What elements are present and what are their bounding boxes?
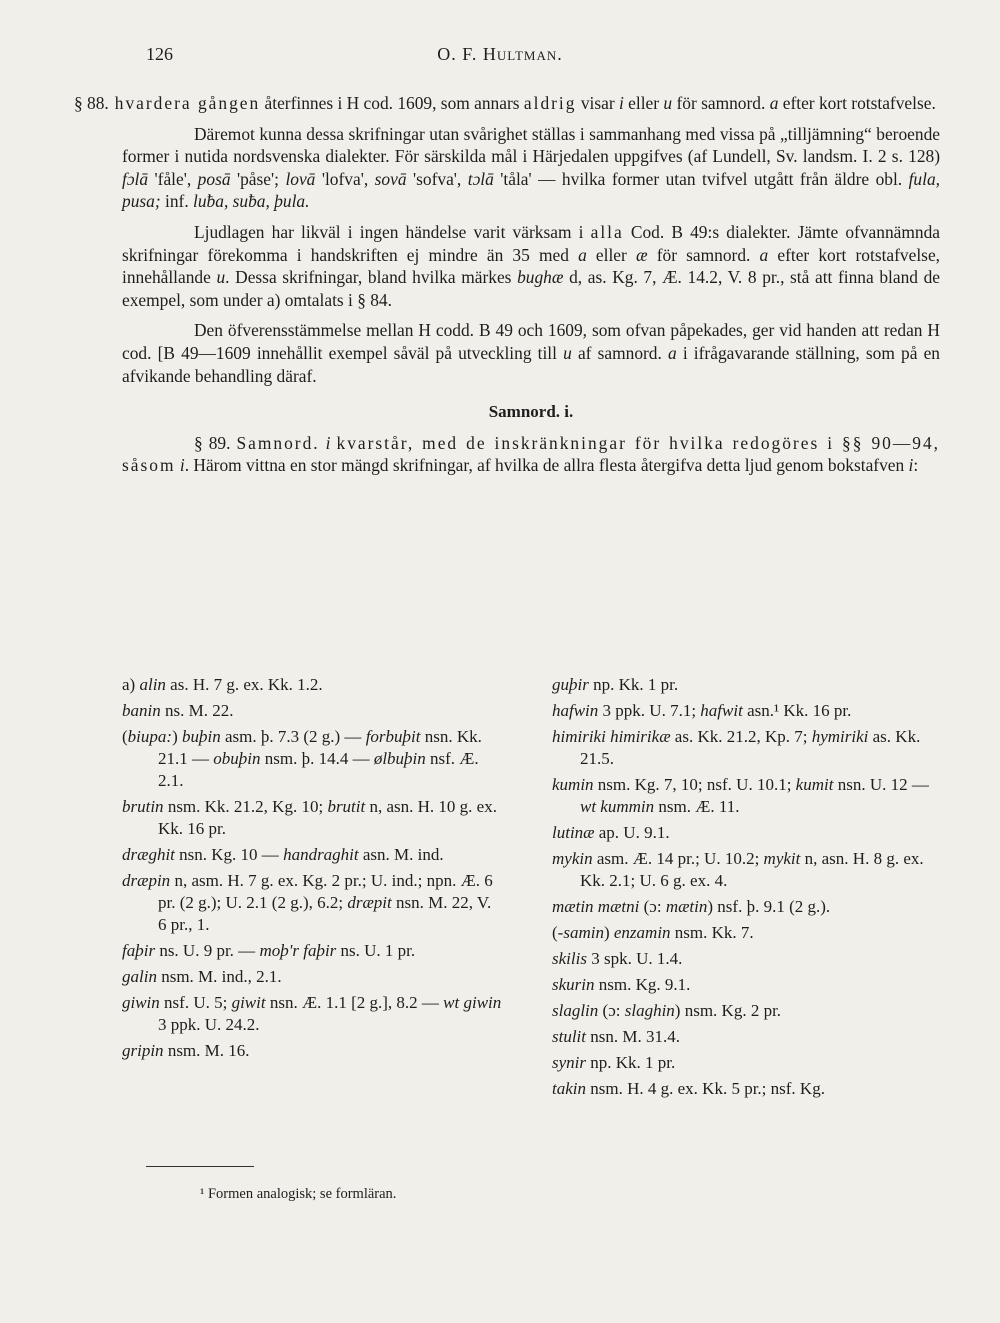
word-entry: mætin mætni (ɔ: mætin) nsf. þ. 9.1 (2 g.). <box>552 897 831 916</box>
word-list-right <box>552 674 940 1104</box>
word-entry: skurin nsm. Kg. 9.1. <box>552 975 691 994</box>
paragraph: Ljudlagen har likväl i ingen händelse varit värksam i alla Cod. B 49:s dialekter. Jämte ofvannämnda skrifningar förekomma i handskriften ej mindre än 35 med a eller æ för samnord. a efter kort rotstafvelse, innehållande u. Dessa skrifningar, bland hvilka märkes bughæ d, as. Kg. 7, Æ. 14.2, V. 8 pr., stå att finna bland de exempel, som under a) omtalats i § 84. <box>122 221 941 310</box>
paragraph-text: hvardera gången återfinnes i H cod. 1609, som annars aldrig visar i eller u för samnord. a efter kort rotstafvelse. <box>114 93 936 113</box>
word-entry: mykin asm. Æ. 14 pr.; U. 10.2; mykit n, asn. H. 8 g. ex. Kk. 2.1; U. 6 g. ex. 4. <box>552 849 924 890</box>
word-entry: takin nsm. H. 4 g. ex. Kk. 5 pr.; nsf. Kg. <box>552 1079 825 1098</box>
word-entry: lutinæ ap. U. 9.1. <box>552 823 670 842</box>
footnote: ¹ Formen analogisk; se formläran. <box>200 1186 397 1202</box>
page-header <box>0 44 1000 72</box>
word-entry: skilis 3 spk. U. 1.4. <box>552 949 683 968</box>
word-entry: himiriki himirikæ as. Kk. 21.2, Kp. 7; hymiriki as. Kk. 21.5. <box>552 727 921 768</box>
word-entry: banin ns. M. 22. <box>122 701 234 720</box>
page-number: 126 <box>146 44 173 64</box>
section-heading: Samnord. i. <box>488 402 574 422</box>
word-entry: kumin nsm. Kg. 7, 10; nsf. U. 10.1; kumit nsn. U. 12 — wt kummin nsm. Æ. 11. <box>552 775 929 816</box>
word-entry: stulit nsn. M. 31.4. <box>552 1027 680 1046</box>
word-entry: guþir np. Kk. 1 pr. <box>552 675 679 694</box>
body-text <box>74 92 941 485</box>
word-entry: a) alin as. H. 7 g. ex. Kk. 1.2. <box>122 675 323 694</box>
word-entry: (-samin) enzamin nsm. Kk. 7. <box>552 923 754 942</box>
word-entry: hafwin 3 ppk. U. 7.1; hafwit asn.¹ Kk. 16 pr. <box>552 701 852 720</box>
section-number: § 88. <box>74 93 109 113</box>
word-entry: brutin nsm. Kk. 21.2, Kg. 10; brutit n, asn. H. 10 g. ex. Kk. 16 pr. <box>122 797 497 838</box>
word-entry: synir np. Kk. 1 pr. <box>552 1053 676 1072</box>
footnote-rule <box>146 1166 254 1167</box>
word-entry: gripin nsm. M. 16. <box>122 1041 250 1060</box>
word-entry: giwin nsf. U. 5; giwit nsn. Æ. 1.1 [2 g.], 8.2 — wt giwin 3 ppk. U. 24.2. <box>122 993 502 1034</box>
word-entry: (biupa:) buþin asm. þ. 7.3 (2 g.) — forbuþit nsn. Kk. 21.1 — obuþin nsm. þ. 14.4 — ølbuþin nsf. Æ. 2.1. <box>122 727 482 790</box>
word-list-left <box>122 674 502 1066</box>
paragraph: Däremot kunna dessa skrifningar utan svårighet ställas i sammanhang med vissa på „tilljämning“ beroende former i nutida nordsvenska dialekter. För särskilda mål i Härjedalen uppgifves (af Lundell, Sv. landsm. I. 2 s. 128) fɔlā 'fåle', posā 'påse'; lovā 'lofva', sovā 'sofva', tɔlā 'tåla' — hvilka former utan tvifvel utgått från äldre obl. fula, pusa; inf. luƀa, suƀa, þula. <box>122 123 940 212</box>
paragraph-88 <box>74 92 940 115</box>
running-head: O. F. Hultman. <box>437 44 563 64</box>
word-entry: dræpin n, asm. H. 7 g. ex. Kg. 2 pr.; U. ind.; npn. Æ. 6 pr. (2 g.); U. 2.1 (2 g.), 6.2; dræpit nsn. M. 22, V. 6 pr., 1. <box>122 871 493 934</box>
word-entry: galin nsm. M. ind., 2.1. <box>122 967 282 986</box>
word-entry: slaglin (ɔ: slaghin) nsm. Kg. 2 pr. <box>552 1001 782 1020</box>
word-entry: dræghit nsn. Kg. 10 — handraghit asn. M. ind. <box>122 845 444 864</box>
paragraph: Den öfverensstämmelse mellan H codd. B 49 och 1609, som ofvan påpekades, ger vid handen att redan H cod. [B 49—1609 innehållit exempel såväl på utveckling till u af samnord. a i ifrågavarande ställning, som på en afvikande behandling däraf. <box>122 320 941 386</box>
word-entry: faþir ns. U. 9 pr. — moþ'r faþir ns. U. 1 pr. <box>122 941 416 960</box>
paragraph-89: § 89. Samnord. i kvarstår, med de inskränkningar för hvilka redogöres i §§ 90—94, såsom i. Härom vittna en stor mängd skrifningar, af hvilka de allra flesta återgifva detta ljud genom bokstafven i: <box>122 432 940 476</box>
